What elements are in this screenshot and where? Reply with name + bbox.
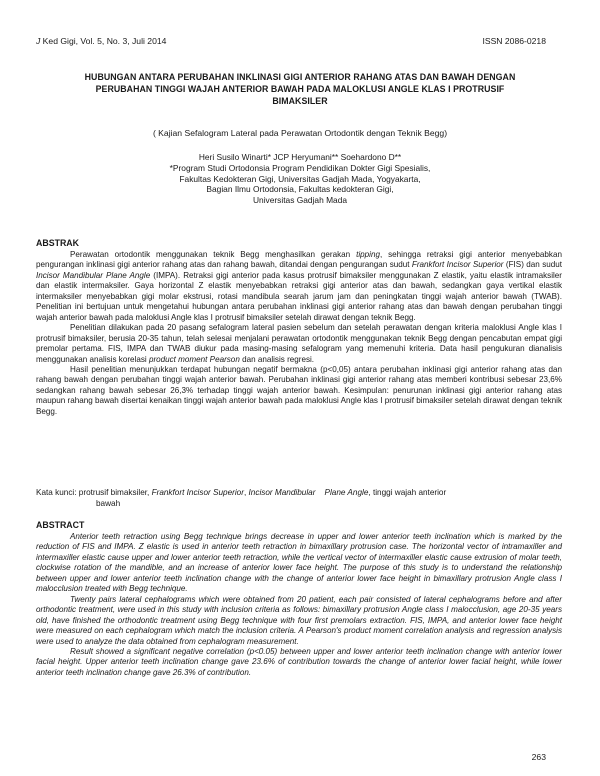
abstrak-paragraph xyxy=(36,250,562,323)
text-run: (FIS) dan sudut xyxy=(503,260,562,270)
text-run: Incisor Mandibular Plane Angle xyxy=(36,270,151,280)
text-run: Frankfort Incisor Superior xyxy=(151,488,244,497)
text-run: product moment Pearson xyxy=(148,354,240,364)
abstract-heading: ABSTRACT xyxy=(36,520,85,530)
abstract-body xyxy=(36,532,562,678)
text-run: Incisor Mandibular Plane Angle xyxy=(248,488,369,497)
text-run: , sehingga retraksi gigi anterior menyebabkan pengurangan inklinasi gigi anterior rahang atas dan rahang bawah, ditandai dengan pengurangan sudut xyxy=(36,250,562,270)
text-run: , xyxy=(243,488,249,497)
abstrak-paragraph: Hasil penelitian menunjukkan terdapat hubungan negatif bermakna (p<0,05) antara perubahan inklinasi gigi anterior rahang atas dan rahang bawah dengan perubahan tinggi wajah anterior bawah. Perubahan inklinasi gigi anterior rahang atas memberi kontribusi sebesar 23,6% sedangkan rahang bawah sebesar 26,3% terhadap tinggi wajah anterior bawah. Kesimpulan: penurunan inklinasi gigi anterior rahang atas maupun rahang bawah disertai kenaikan tinggi wajah anterior bawah pada maloklusi Angle klas I protrusif bimaksiler setelah dirawat dengan teknik Begg. xyxy=(36,364,562,416)
text-run: Penelitian dilakukan pada 20 pasang sefalogram lateral pasien sebelum dan setelah perawatan dengan kriteria maloklusi Angle klas I protrusif bimaksiler, berusia 20-35 tahun, telah selesai menjalani perawatan ortodontik menggunakan teknik Begg dengan pencabutan empat gigi premolar pertama. FIS, IMPA dan TWAB diukur pada masing-masing sefalogram yang memenuhi kriteria. Data hasil pengukuran dianalisis menggunakan analisis korelasi xyxy=(36,323,562,364)
text-run: , tinggi wajah anterior xyxy=(368,488,447,497)
author-block xyxy=(40,152,560,206)
text-run: (IMPA). Retraksi gigi anterior pada kasus protrusif bimaksiler menggunakan Z elastik, yaitu elastik intramaksiler dan elastik intermaksiler. Gaya horizontal Z elastik menyebabkan retraksi gigi anterior atas dan bawah, sedangkan gaya vertikal elastik intermaksiler menyebabkan gigi molar ekstrusi, rotasi mandibula searah jarum jam dan peningkatan tinggi wajah anterior bawah (TWAB). Penelitian ini bertujuan untuk mengetahui hubungan antara perubahan inklinasi gigi anterior rahang atas dan bawah dengan perubahan tinggi wajah anterior bawah pada maloklusi Angle klas I protrusif bimaksiler setelah dirawat dengan teknik Begg. xyxy=(36,270,562,322)
abstract-paragraph: Anterior teeth retraction using Begg technique brings decrease in upper and lower anterior teeth inclination which is marked by the reduction of FIS and IMPA. Z elastic is used in anterior teeth retraction in bimaxillary protrusion case. The horizontal vector of intramaxiller and intermaxiller elastic cause upper and lower anterior teeth retraction, while the vertical vector of intermaxiller elastic cause extrusion of molar teeth, clockwise rotation of the mandible, and an increase of anterior lower face height. The purpose of this study is to understand the relationship between upper and lower anterior teeth inclination change with the change of anterior lower face height in bimaxillary protrusion Angle class I malocclusion treated with Begg technique. xyxy=(36,532,562,594)
title-line: HUBUNGAN ANTARA PERUBAHAN INKLINASI GIGI ANTERIOR RAHANG ATAS DAN BAWAH DENGAN xyxy=(84,72,516,82)
abstrak-body xyxy=(36,250,562,417)
journal-header xyxy=(36,36,166,46)
title-line: BIMAKSILER xyxy=(272,96,328,106)
text-run: protrusif bimaksiler, xyxy=(76,488,152,497)
text-run: dan analisis regresi. xyxy=(239,354,315,364)
text-run: bawah xyxy=(96,499,121,508)
abstrak-paragraph xyxy=(36,323,562,365)
journal-symbol: J xyxy=(36,36,41,46)
abstract-paragraph: Result showed a significant negative correlation (p<0.05) between upper and lower anterior teeth inclination change with anterior lower facial height. Upper anterior teeth inclination change gave 23.6% of contribution towards the change of anterior lower facial height, while lower anterior teeth inclination change gave 26.3% of contribution. xyxy=(36,646,562,677)
affiliation-line: Bagian Ilmu Ortodonsia, Fakultas kedokteran Gigi, xyxy=(206,184,394,195)
text-run: tipping xyxy=(356,250,380,259)
affiliation-line: Universitas Gadjah Mada xyxy=(252,195,348,206)
title-line: PERUBAHAN TINGGI WAJAH ANTERIOR BAWAH PADA MALOKLUSI ANGLE KLAS I PROTRUSIF xyxy=(95,84,505,94)
journal-citation: Ked Gigi, Vol. 5, No. 3, Juli 2014 xyxy=(40,36,167,46)
keywords xyxy=(36,487,562,509)
text-run: Perawatan ortodontik menggunakan teknik Begg menghasilkan gerakan xyxy=(70,250,357,259)
abstract-paragraph: Twenty pairs lateral cephalograms which were obtained from 20 patient, each pair consisted of lateral cephalograms before and after orthodontic treatment, were used in this study with inclusion criteria as follows: bimaxillary protrusion Angle class I malocclusion, age 20-35 years old, have finished the orthodontic treatment using Begg technique with four first premolars extraction. FIS, IMPA, and anterior lower face height were measured on each cephalogram which match the inclusion criteria. A Pearson's product moment correlation analysis and regression analysis were used to analyze the data obtained from cephalogram measurement. xyxy=(36,594,562,646)
keywords-label: Kata kunci: xyxy=(36,488,77,497)
affiliation-line: Fakultas Kedokteran Gigi, Universitas Gadjah Mada, Yogyakarta, xyxy=(179,173,421,184)
affiliation-line: *Program Studi Ortodonsia Program Pendidikan Dokter Gigi Spesialis, xyxy=(169,162,431,173)
page-number: 263 xyxy=(531,752,546,762)
paper-subtitle: ( Kajian Sefalogram Lateral pada Perawatan Ortodontik dengan Teknik Begg) xyxy=(152,128,448,138)
author-names: Heri Susilo Winarti* JCP Heryumani** Soehardono D** xyxy=(198,152,402,162)
abstrak-heading: ABSTRAK xyxy=(36,238,80,248)
paper-title xyxy=(40,71,560,107)
issn: ISSN 2086-0218 xyxy=(482,36,546,46)
text-run: Frankfort Incisor Superior xyxy=(411,260,504,270)
